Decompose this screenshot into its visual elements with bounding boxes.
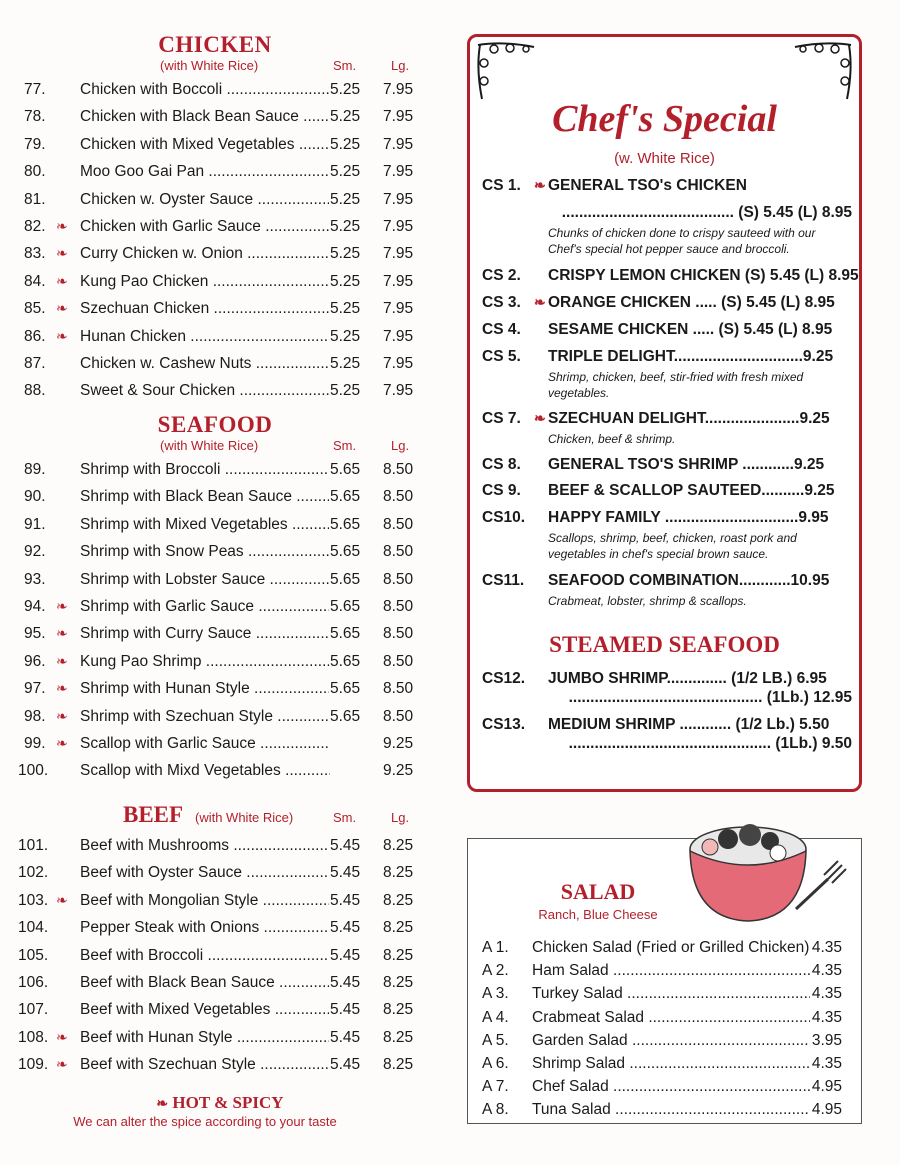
item-number: 99.	[24, 734, 46, 752]
salad-item-code: A 8.	[482, 1101, 509, 1119]
menu-item-row	[0, 914, 430, 941]
cs13-name: MEDIUM SHRIMP ............ (1/2 Lb.) 5.50	[548, 716, 830, 733]
cs1-code: CS 1.	[482, 177, 521, 194]
menu-item-row	[0, 268, 430, 295]
menu-item-row	[0, 295, 430, 322]
seafood-lg-label: Lg.	[391, 438, 410, 453]
pepper-icon: ❧	[56, 327, 68, 344]
menu-item-row	[0, 996, 430, 1023]
salad-item-code: A 1.	[482, 939, 509, 956]
menu-item-row	[0, 859, 430, 886]
item-small-price: 5.65	[329, 483, 360, 510]
cs9-code: CS 9.	[482, 482, 521, 499]
item-large-price: 7.95	[383, 163, 414, 181]
beef-section	[0, 802, 430, 1079]
seafood-title: SEAFOOD	[157, 412, 273, 437]
cs5-desc: Shrimp, chicken, beef, stir-fried with fresh mixed vegetables.	[548, 370, 804, 400]
item-small-price: 5.25	[329, 186, 360, 213]
salad-item-name: Crabmeat Salad .....	[532, 1006, 822, 1029]
cs7-desc: Chicken, beef & shrimp.	[548, 432, 676, 446]
item-name: Szechuan Chicken .....	[80, 295, 330, 322]
item-large-price: 7.95	[383, 354, 414, 372]
item-large-price: 9.25	[383, 762, 414, 780]
beef-header	[0, 802, 430, 832]
cs1-name: GENERAL TSO's CHICKEN	[548, 177, 747, 194]
salad-item-code: A 4.	[482, 1008, 509, 1026]
menu-item-row	[0, 566, 430, 593]
item-number: 109.	[18, 1056, 49, 1074]
item-large-price: 8.25	[383, 973, 414, 991]
item-large-price: 7.95	[383, 217, 414, 235]
item-small-price: 5.25	[329, 240, 360, 267]
chefs-special-box	[467, 34, 862, 792]
salad-item-price: 4.35	[810, 1006, 842, 1029]
menu-item-row	[0, 832, 430, 859]
cs7-name: SZECHUAN DELIGHT......................9.25	[548, 410, 830, 427]
cs5-name: TRIPLE DELIGHT..............................9.25	[548, 348, 834, 365]
pepper-icon: ❧	[56, 625, 68, 642]
item-name: Chicken with Mixed Vegetables .....	[80, 131, 330, 158]
item-small-price: 5.25	[329, 103, 360, 130]
salad-item-name: Tuna Salad .....	[532, 1098, 822, 1121]
item-number: 84.	[24, 272, 46, 290]
chicken-section	[0, 32, 430, 405]
menu-item-row	[0, 483, 430, 510]
item-name: Sweet & Sour Chicken .....	[80, 377, 330, 404]
item-large-price: 8.50	[383, 461, 414, 478]
hot-spicy-label	[0, 1093, 440, 1113]
item-number: 79.	[24, 135, 46, 153]
item-small-price: 5.65	[329, 648, 360, 675]
beef-list	[0, 832, 430, 1079]
chefs-special-subtitle: (w. White Rice)	[614, 150, 715, 167]
item-large-price: 7.95	[383, 108, 414, 126]
item-number: 83.	[24, 245, 46, 263]
menu-item-row	[0, 675, 430, 702]
item-small-price: 5.25	[329, 131, 360, 158]
beef-title: BEEF	[123, 802, 184, 827]
item-large-price: 8.50	[383, 570, 414, 588]
item-name: Kung Pao Shrimp .....	[80, 648, 330, 675]
item-name: Shrimp with Szechuan Style .....	[80, 703, 330, 730]
item-large-price: 8.50	[383, 597, 414, 615]
item-number: 77.	[24, 81, 46, 98]
item-large-price: 7.95	[383, 190, 414, 208]
cs1-desc: Chunks of chicken done to crispy sauteed with our Chef's special hot pepper sauce and broccoli.	[548, 226, 816, 256]
cs8-name: GENERAL TSO'S SHRIMP ............9.25	[548, 456, 825, 473]
menu-item-row	[0, 103, 430, 130]
hot-spicy-text: HOT & SPICY	[172, 1093, 284, 1112]
salad-item-name: Turkey Salad .....	[532, 982, 822, 1005]
item-name: Shrimp with Garlic Sauce .....	[80, 593, 330, 620]
item-small-price: 5.45	[329, 887, 360, 914]
item-small-price: 5.45	[329, 1024, 360, 1051]
item-large-price: 7.95	[383, 135, 414, 153]
pepper-icon: ❧	[56, 891, 68, 908]
item-small-price: 5.25	[329, 268, 360, 295]
cs4-name: SESAME CHICKEN ..... (S) 5.45 (L) 8.95	[548, 321, 833, 338]
salad-item-name: Shrimp Salad .....	[532, 1052, 822, 1075]
pepper-icon: ❧	[56, 734, 68, 751]
item-large-price: 8.50	[383, 543, 414, 561]
item-large-price: 8.50	[383, 680, 414, 698]
item-name: Pepper Steak with Onions .....	[80, 914, 330, 941]
cs13-line2: ............................................... (1Lb.) 9.50	[568, 735, 852, 752]
cs12-line2: ............................................. (1Lb.) 12.95	[568, 689, 852, 706]
pepper-icon: ❧	[534, 410, 546, 426]
item-name: Beef with Black Bean Sauce .....	[80, 969, 330, 996]
menu-item-row	[0, 456, 430, 483]
menu-item-row	[0, 240, 430, 267]
pepper-icon: ❧	[156, 1097, 169, 1112]
chicken-lg-label: Lg.	[391, 58, 410, 73]
menu-item-row	[0, 1024, 430, 1051]
chicken-subtitle: (with White Rice)	[160, 58, 259, 73]
item-large-price: 8.25	[383, 891, 414, 909]
item-number: 95.	[24, 625, 46, 643]
item-number: 92.	[24, 543, 46, 561]
item-number: 87.	[24, 354, 46, 372]
item-number: 102.	[18, 864, 49, 882]
item-small-price: 5.45	[329, 969, 360, 996]
beef-subtitle: (with White Rice)	[195, 810, 294, 825]
item-name: Chicken with Boccoli .....	[80, 76, 330, 103]
item-small-price: 5.45	[329, 914, 360, 941]
pepper-icon: ❧	[56, 217, 68, 234]
item-number: 93.	[24, 570, 46, 588]
menu-item-row	[0, 1051, 430, 1078]
salad-item-row	[482, 1098, 852, 1121]
item-name: Hunan Chicken .....	[80, 323, 330, 350]
steamed-seafood-title: STEAMED SEAFOOD	[549, 632, 780, 657]
item-small-price: 5.65	[329, 538, 360, 565]
beef-sm-label: Sm.	[333, 810, 357, 825]
salad-item-price: 4.35	[810, 982, 842, 1005]
item-large-price: 7.95	[383, 272, 414, 290]
pepper-icon: ❧	[56, 300, 68, 317]
item-number: 97.	[24, 680, 46, 698]
cs1-price: ........................................ (S) 5.45 (L) 8.95	[561, 204, 852, 221]
menu-item-row	[0, 213, 430, 240]
menu-item-row	[0, 703, 430, 730]
item-large-price: 8.50	[383, 652, 414, 670]
item-name: Shrimp with Snow Peas .....	[80, 538, 330, 565]
cs3-name: ORANGE CHICKEN ..... (S) 5.45 (L) 8.95	[548, 294, 835, 311]
item-small-price: 5.65	[329, 620, 360, 647]
item-name: Shrimp with Broccoli .....	[80, 456, 330, 483]
cs11-desc: Crabmeat, lobster, shrimp & scallops.	[548, 594, 747, 608]
item-name: Moo Goo Gai Pan .....	[80, 158, 330, 185]
cs10-code: CS10.	[482, 509, 526, 526]
cs11-name: SEAFOOD COMBINATION............10.95	[548, 572, 830, 589]
item-number: 85.	[24, 300, 46, 318]
item-name: Shrimp with Lobster Sauce .....	[80, 566, 330, 593]
item-number: 89.	[24, 461, 46, 478]
item-name: Curry Chicken w. Onion .....	[80, 240, 330, 267]
item-number: 108.	[18, 1028, 49, 1046]
item-number: 86.	[24, 327, 46, 345]
item-large-price: 9.25	[383, 734, 414, 752]
salad-item-price: 4.35	[810, 1052, 842, 1075]
salad-box	[467, 838, 862, 1124]
item-name: Beef with Mushrooms .....	[80, 832, 330, 859]
item-number: 98.	[24, 707, 46, 725]
item-small-price: 5.65	[329, 456, 360, 483]
pepper-icon: ❧	[56, 245, 68, 262]
seafood-list	[0, 456, 430, 785]
item-large-price: 8.50	[383, 515, 414, 533]
item-name: Beef with Broccoli .....	[80, 942, 330, 969]
item-name: Chicken with Garlic Sauce .....	[80, 213, 330, 240]
menu-item-row	[0, 131, 430, 158]
item-number: 101.	[18, 837, 49, 854]
item-small-price: 5.65	[329, 593, 360, 620]
item-name: Kung Pao Chicken .....	[80, 268, 330, 295]
menu-item-row	[0, 593, 430, 620]
item-number: 88.	[24, 382, 46, 400]
item-large-price: 8.25	[383, 1001, 414, 1019]
menu-item-row	[0, 969, 430, 996]
item-number: 81.	[24, 190, 46, 208]
cs10-name: HAPPY FAMILY ...............................9.95	[548, 509, 829, 526]
beef-lg-label: Lg.	[391, 810, 410, 825]
menu-item-row	[0, 511, 430, 538]
item-small-price: 5.45	[329, 942, 360, 969]
pepper-icon: ❧	[56, 680, 68, 697]
cs8-code: CS 8.	[482, 456, 521, 473]
salad-item-price: 4.35	[810, 936, 842, 959]
menu-item-row	[0, 620, 430, 647]
item-name: Beef with Mixed Vegetables .....	[80, 996, 330, 1023]
pepper-icon: ❧	[534, 294, 546, 310]
item-large-price: 8.25	[383, 837, 414, 854]
item-name: Chicken with Black Bean Sauce .....	[80, 103, 330, 130]
salad-item-code: A 7.	[482, 1078, 509, 1096]
cs5-code: CS 5.	[482, 348, 521, 365]
item-number: 105.	[18, 946, 49, 964]
salad-item-name: Ham Salad .....	[532, 959, 822, 982]
item-small-price: 5.65	[329, 566, 360, 593]
item-large-price: 7.95	[383, 245, 414, 263]
item-large-price: 7.95	[383, 327, 414, 345]
chicken-sm-label: Sm.	[333, 58, 357, 73]
seafood-subtitle: (with White Rice)	[160, 438, 259, 453]
item-large-price: 8.50	[383, 488, 414, 506]
item-number: 82.	[24, 217, 46, 235]
item-small-price: 5.45	[329, 1051, 360, 1078]
item-name: Scallop with Mixd Vegetables .....	[80, 757, 330, 784]
seafood-section	[0, 412, 430, 785]
menu-item-row	[0, 186, 430, 213]
salad-item-row	[482, 1029, 852, 1052]
chicken-list	[0, 76, 430, 405]
item-small-price: 5.25	[329, 323, 360, 350]
hot-spicy-note: We can alter the spice according to your taste	[73, 1114, 337, 1129]
item-large-price: 8.25	[383, 1028, 414, 1046]
chefs-special-title: Chef's Special	[552, 98, 777, 140]
cs10-desc: Scallops, shrimp, beef, chicken, roast pork and vegetables in chef's special brown sauce.	[548, 531, 797, 561]
menu-item-row	[0, 350, 430, 377]
item-large-price: 7.95	[383, 300, 414, 318]
menu-item-row	[0, 730, 430, 757]
salad-title: SALAD	[560, 879, 636, 904]
cs2-name: CRISPY LEMON CHICKEN (S) 5.45 (L) 8.95	[548, 267, 859, 284]
salad-bowl-icon	[678, 809, 848, 944]
salad-item-code: A 5.	[482, 1031, 509, 1049]
cs7-code: CS 7.	[482, 410, 521, 427]
menu-item-row	[0, 887, 430, 914]
cs9-name: BEEF & SCALLOP SAUTEED..........9.25	[548, 482, 835, 499]
pepper-icon: ❧	[56, 652, 68, 669]
menu-item-row	[0, 757, 430, 784]
salad-item-row	[482, 982, 852, 1005]
salad-item-row	[482, 936, 852, 959]
item-large-price: 8.25	[383, 1056, 414, 1074]
salad-item-row	[482, 1075, 852, 1098]
item-large-price: 8.25	[383, 946, 414, 964]
salad-item-price: 3.95	[810, 1029, 842, 1052]
item-small-price: 5.45	[329, 832, 360, 859]
menu-item-row	[0, 323, 430, 350]
pepper-icon: ❧	[56, 707, 68, 724]
item-large-price: 8.25	[383, 864, 414, 882]
cs2-code: CS 2.	[482, 267, 521, 284]
item-small-price: 5.25	[329, 158, 360, 185]
item-number: 78.	[24, 108, 46, 126]
chicken-subheader	[0, 58, 430, 76]
seafood-sm-label: Sm.	[333, 438, 357, 453]
item-large-price: 7.95	[383, 81, 414, 98]
salad-item-code: A 3.	[482, 985, 509, 1003]
cs13-code: CS13.	[482, 716, 526, 733]
item-small-price: 5.25	[329, 377, 360, 404]
salad-item-price: 4.95	[810, 1098, 842, 1121]
item-number: 100.	[18, 762, 49, 780]
salad-item-row	[482, 1006, 852, 1029]
menu-item-row	[0, 76, 430, 103]
menu-item-row	[0, 538, 430, 565]
item-small-price: 5.65	[329, 511, 360, 538]
item-small-price: 5.25	[329, 350, 360, 377]
item-large-price: 8.25	[383, 919, 414, 937]
cs11-code: CS11.	[482, 572, 525, 589]
chicken-title: CHICKEN	[158, 32, 272, 57]
item-small-price: 5.25	[329, 213, 360, 240]
item-name: Beef with Mongolian Style .....	[80, 887, 330, 914]
item-number: 91.	[24, 515, 46, 533]
salad-subtitle: Ranch, Blue Cheese	[538, 907, 658, 922]
salad-item-name: Garden Salad .....	[532, 1029, 822, 1052]
item-name: Beef with Oyster Sauce .....	[80, 859, 330, 886]
item-small-price: 5.25	[329, 295, 360, 322]
cs12-code: CS12.	[482, 670, 526, 687]
item-small-price: 5.65	[329, 703, 360, 730]
item-large-price: 7.95	[383, 382, 414, 400]
pepper-icon: ❧	[534, 177, 546, 193]
cs3-code: CS 3.	[482, 294, 521, 311]
pepper-icon: ❧	[56, 272, 68, 289]
item-number: 94.	[24, 597, 46, 615]
item-number: 104.	[18, 919, 49, 937]
salad-item-name: Chicken Salad (Fried or Grilled Chicken) .....	[532, 936, 822, 959]
salad-item-code: A 2.	[482, 962, 509, 980]
salad-item-row	[482, 959, 852, 982]
menu-item-row	[0, 648, 430, 675]
item-name: Shrimp with Black Bean Sauce .....	[80, 483, 330, 510]
item-number: 103.	[18, 891, 49, 909]
item-name: Beef with Szechuan Style .....	[80, 1051, 330, 1078]
salad-item-code: A 6.	[482, 1055, 509, 1072]
item-name: Shrimp with Mixed Vegetables .....	[80, 511, 330, 538]
cs12-name: JUMBO SHRIMP.............. (1/2 LB.) 6.95	[548, 670, 827, 687]
salad-item-name: Chef Salad .....	[532, 1075, 822, 1098]
pepper-icon: ❧	[56, 1056, 68, 1073]
item-number: 107.	[18, 1001, 49, 1019]
item-name: Scallop with Garlic Sauce .....	[80, 730, 330, 757]
item-number: 80.	[24, 163, 46, 181]
item-name: Chicken w. Oyster Sauce .....	[80, 186, 330, 213]
item-small-price: 5.25	[329, 76, 360, 103]
seafood-subheader	[0, 438, 430, 456]
item-name: Beef with Hunan Style .....	[80, 1024, 330, 1051]
item-name: Shrimp with Hunan Style .....	[80, 675, 330, 702]
menu-item-row	[0, 942, 430, 969]
item-small-price: 5.65	[329, 675, 360, 702]
menu-item-row	[0, 377, 430, 404]
menu-item-row	[0, 158, 430, 185]
cs4-code: CS 4.	[482, 321, 521, 338]
salad-item-price: 4.95	[810, 1075, 842, 1098]
pepper-icon: ❧	[56, 1028, 68, 1045]
item-name: Shrimp with Curry Sauce .....	[80, 620, 330, 647]
pepper-icon: ❧	[56, 597, 68, 614]
salad-item-price: 4.35	[810, 959, 842, 982]
item-number: 106.	[18, 973, 49, 991]
salad-item-row	[482, 1052, 852, 1075]
item-large-price: 8.50	[383, 625, 414, 643]
item-large-price: 8.50	[383, 707, 414, 725]
item-small-price: 5.45	[329, 996, 360, 1023]
item-small-price: 5.45	[329, 859, 360, 886]
item-number: 96.	[24, 652, 46, 670]
item-name: Chicken w. Cashew Nuts .....	[80, 350, 330, 377]
item-number: 90.	[24, 488, 46, 506]
